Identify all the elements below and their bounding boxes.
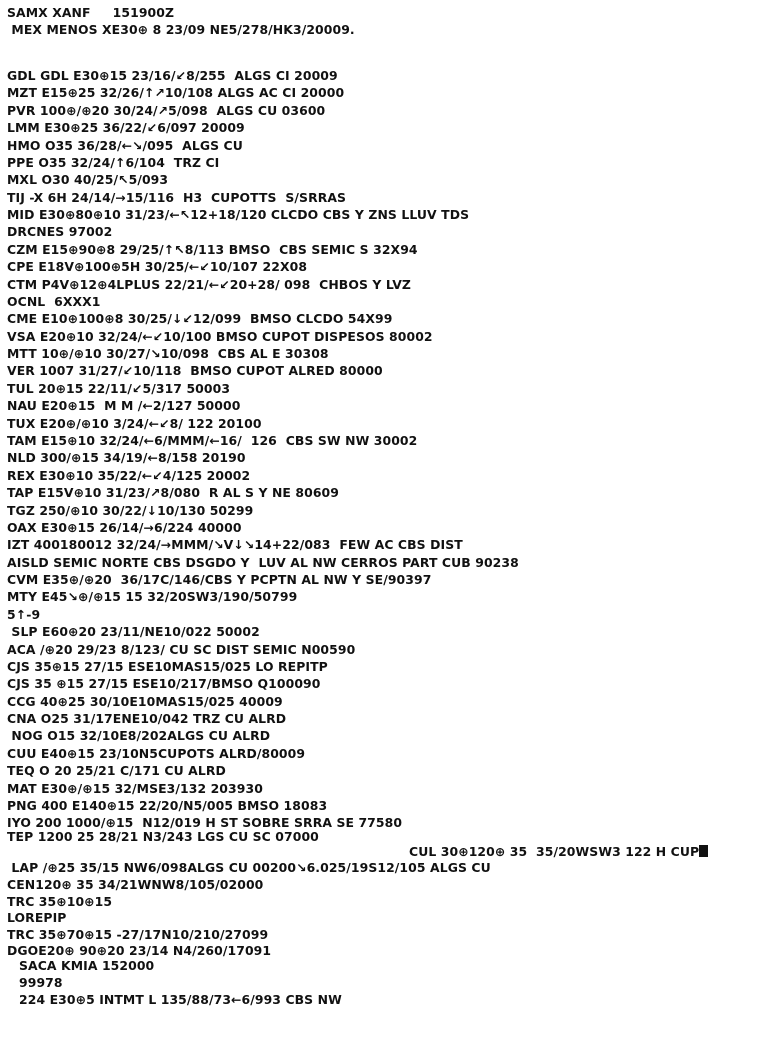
report-line-cul <box>409 843 708 860</box>
station-report-line: TEQ O 20 25/21 C/171 CU ALRD <box>7 763 226 779</box>
station-report-line: PVR 100⊕/⊕20 30/24/↗5/098 ALGS CU 03600 <box>7 102 326 118</box>
station-report-line: PNG 400 E140⊕15 22/20/N5/005 BMSO 18083 <box>7 797 328 813</box>
station-report-line: NOG O15 32/10E8/202ALGS CU ALRD <box>7 728 271 744</box>
station-report-line: TGZ 250/⊕10 30/22/↓10/130 50299 <box>7 502 254 518</box>
station-report-line: NAU E20⊕15 M M /←2/127 50000 <box>7 398 241 414</box>
station-report-line: CUU E40⊕15 23/10N5CUPOTS ALRD/80009 <box>7 745 306 761</box>
station-report-line: TRC 35⊕10⊕15 <box>7 893 113 909</box>
station-report-line: IZT 400180012 32/24/→MMM/↘V↓↘14+22/083 FEW AC CBS DIST <box>7 537 463 553</box>
station-report-line: CJS 35 ⊕15 27/15 ESE10/217/BMSO Q100090 <box>7 676 321 692</box>
station-report-line: DRCNES 97002 <box>7 224 113 240</box>
station-report-line: CTM P4V⊕12⊕4LPLUS 22/21/←↙20+28/ 098 CHBOS Y LVZ <box>7 276 411 292</box>
station-report-line: TUX E20⊕/⊕10 3/24/←↙8/ 122 20100 <box>7 415 262 431</box>
station-report-line: MXL O30 40/25/↖5/093 <box>7 172 169 188</box>
station-report-line: CNA O25 31/17ENE10/042 TRZ CU ALRD <box>7 711 287 727</box>
station-report-line: AISLD SEMIC NORTE CBS DSGDO Y LUV AL NW CERROS PART CUB 90238 <box>7 554 519 570</box>
footer-report-line: SACA KMIA 152000 <box>19 958 155 973</box>
station-report-line: CJS 35⊕15 27/15 ESE10MAS15/025 LO REPITP <box>7 658 328 674</box>
header-line-1: SAMX XANF 151900Z <box>7 5 175 20</box>
station-report-line: OAX E30⊕15 26/14/→6/224 40000 <box>7 519 242 535</box>
station-report-line: MTY E45↘⊕/⊕15 15 32/20SW3/190/50799 <box>7 589 298 605</box>
station-report-line: CPE E18V⊕100⊕5H 30/25/←↙10/107 22X08 <box>7 259 308 275</box>
station-report-line: TRC 35⊕70⊕15 -27/17N10/210/27099 <box>7 926 269 942</box>
station-report-line: MZT E15⊕25 32/26/↑↗10/108 ALGS AC CI 20000 <box>7 85 345 101</box>
station-report-line: HMO O35 36/28/←↘/095 ALGS CU <box>7 137 243 153</box>
station-report-line: CME E10⊕100⊕8 30/25/↓↙12/099 BMSO CLCDO 54X99 <box>7 311 393 327</box>
station-report-line: PPE O35 32/24/↑6/104 TRZ CI <box>7 154 220 170</box>
station-report-line: VSA E20⊕10 32/24/←↙10/100 BMSO CUPOT DISPESOS 80002 <box>7 328 433 344</box>
station-report-line: GDL GDL E30⊕15 23/16/↙8/255 ALGS CI 20009 <box>7 68 338 83</box>
report-line-tep: TEP 1200 25 28/21 N3/243 LGS CU SC 07000 <box>7 829 319 844</box>
station-report-line: MID E30⊕80⊕10 31/23/←↖12+18/120 CLCDO CBS Y ZNS LLUV TDS <box>7 207 470 223</box>
station-report-line: VER 1007 31/27/↙10/118 BMSO CUPOT ALRED 80000 <box>7 363 383 379</box>
station-report-line: NLD 300/⊕15 34/19/←8/158 20190 <box>7 450 246 466</box>
station-report-line: CCG 40⊕25 30/10E10MAS15/025 40009 <box>7 693 283 709</box>
station-report-line: MTT 10⊕/⊕10 30/27/↘10/098 CBS AL E 30308 <box>7 346 329 362</box>
station-report-line: MAT E30⊕/⊕15 32/MSE3/132 203930 <box>7 780 263 796</box>
station-report-line: REX E30⊕10 35/22/←↙4/125 20002 <box>7 467 251 483</box>
station-report-line: TAM E15⊕10 32/24/←6/MMM/←16/ 126 CBS SW NW 30002 <box>7 432 418 448</box>
station-report-line: DGOE20⊕ 90⊕20 23/14 N4/260/17091 <box>7 943 272 958</box>
station-report-line: OCNL 6XXX1 <box>7 293 101 309</box>
footer-report-line: 99978 <box>19 975 63 990</box>
footer-report-line: 224 E30⊕5 INTMT L 135/88/73←6/993 CBS NW <box>19 992 342 1007</box>
station-report-line: LMM E30⊕25 36/22/↙6/097 20009 <box>7 120 245 136</box>
station-report-line: TAP E15V⊕10 31/23/↗8/080 R AL S Y NE 80609 <box>7 485 339 501</box>
station-report-line: LOREPIP <box>7 910 67 925</box>
station-report-line: 5↑-9 <box>7 606 41 622</box>
ink-blot-mark <box>699 845 708 857</box>
station-report-line: TIJ -X 6H 24/14/→15/116 H3 CUPOTTS S/SRRAS <box>7 189 347 205</box>
station-report-line: TUL 20⊕15 22/11/↙5/317 50003 <box>7 380 231 396</box>
station-report-line: IYO 200 1000/⊕15 N12/019 H ST SOBRE SRRA SE 77580 <box>7 815 403 831</box>
station-report-line: ACA /⊕20 29/23 8/123/ CU SC DIST SEMIC N00590 <box>7 641 356 657</box>
report-line-cul-text: CUL 30⊕120⊕ 35 35/20WSW3 122 H CUP <box>409 844 700 859</box>
report-line-lap: LAP /⊕25 35/15 NW6/098ALGS CU 00200↘6.025/19S12/105 ALGS CU <box>7 860 491 875</box>
station-report-line: CVM E35⊕/⊕20 36/17C/146/CBS Y PCPTN AL NW Y SE/90397 <box>7 572 432 588</box>
station-report-line: CZM E15⊕90⊕8 29/25/↑↖8/113 BMSO CBS SEMIC S 32X94 <box>7 241 418 257</box>
header-line-2: MEX MENOS XE30⊕ 8 23/09 NE5/278/HK3/20009. <box>7 22 355 37</box>
station-report-line: SLP E60⊕20 23/11/NE10/022 50002 <box>7 624 260 640</box>
station-report-line: CEN120⊕ 35 34/21WNW8/105/02000 <box>7 877 264 892</box>
